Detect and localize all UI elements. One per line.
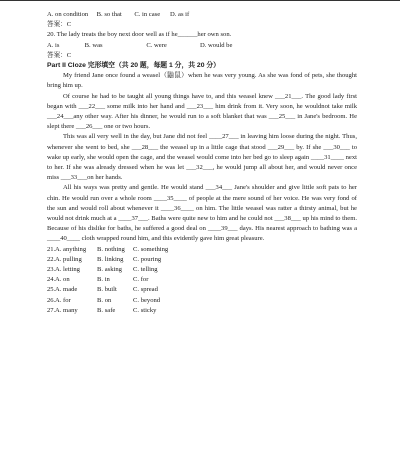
top-rule [0,0,400,1]
q20-option-b: B. was [84,41,103,49]
choice-option-a: A. on [55,276,70,284]
choice-option-c: C. something [133,245,169,253]
choice-row [47,255,357,265]
choice-option-a: A. many [55,306,78,314]
choice-option-a: A. pulling [55,255,82,263]
section-heading: Part II Cloze 完形填空（共 20 题，每题 1 分，共 20 分） [47,62,220,70]
passage-paragraph-4: All his ways was pretty and gentle. He would stand ___34___ Jane's shoulder and give little soft pats to her chin. He would run over a whole room ____35____ of people at the mere sound of her voice. He was very fond of the sun and would roll about whenever it ____36____ on him. The little weasel was ratter a thirsty animal, but he would not drink much at a ____37___. Baths were quite new to him and he could not ___38___ up his mind to them. Because of his dislike for baths, he suffered a good deal on ____39___ days. His nearest approach to bathing was a ____40____ cloth wrapped round him, and this evidently gave him great pleasure. [47,184,357,243]
q19-answer: 答案：C [47,21,72,29]
q19-option-c: C. in case [134,11,161,18]
q20-option-c: C. were [146,41,167,49]
choice-option-b: B. linking [97,255,124,263]
choice-number: 24. [47,276,56,284]
choice-option-c: C. for [133,276,149,284]
passage-paragraph-2: Of course he had to be taught all young things have to, and this weasel knew ___21___. The good lady first began with ___22___ some milk into her hand and ___23___ him drink from it. Very soon, he wouldnot take milk ___24___any other way. After his dinner, he would run to a soft blanket that was ___25___ in Jane's bedroom. He slept there ___26___ one or two hours. [47,92,357,131]
q20-option-d: D. would be [199,41,233,49]
choice-option-b: B. nothing [97,245,125,253]
choice-option-b: B. in [97,276,110,284]
choice-option-a: A. for [55,296,71,304]
document-page [47,10,357,316]
choice-row [47,285,357,295]
choice-number: 26. [47,296,56,304]
choice-option-b: B. built [97,286,117,294]
choice-option-b: B. safe [97,306,116,314]
choice-number: 23. [47,266,56,274]
choice-option-a: A. letting [55,266,80,274]
choice-number: 25. [47,286,56,294]
choice-option-c: C. spread [133,286,158,294]
q20-option-a: A. is [47,41,60,49]
q19-option-a: A. on condition [47,11,89,18]
choice-number: 27. [47,306,56,314]
choice-option-a: A. made [55,286,78,294]
choice-option-c: C. pouring [133,255,162,263]
choice-row [47,275,357,285]
q19-option-d: D. as if [169,11,190,18]
choice-option-c: C. telling [133,266,158,274]
q20-options [47,41,357,51]
choice-row [47,265,357,275]
choice-option-c: C. beyond [133,296,161,304]
q20-answer: 答案：C [47,51,72,59]
passage-paragraph-1: My friend Jane once found a weasel（鼬鼠）when he was very young. As she was fond of pets, she thought bring him up. [47,72,357,90]
choice-row [47,296,357,306]
choice-option-a: A. anything [55,245,87,253]
choice-option-b: B. on [97,296,112,304]
passage-paragraph-3: This was all very well in the day, but Jane did not feel ____27___ in leaving him loose during the night. Thus, whenever she went to bed, she ___28___ the weasel up in a little cage that stood ___29___ by. If she ___30___ to wake up early, she would open the cage, and the weasel would come into her bed go to sleep again ____31____ next to her. If she was already dressed when he was let ___32___, he would jump all about her, and would never once miss ___33___on her hands. [47,133,357,182]
q19-options [47,10,357,20]
choice-option-c: C. sticky [133,306,157,314]
q20-question: 20. The lady treats the boy next door well as if he______her own son. [47,31,232,39]
choice-row [47,245,357,255]
choice-row [47,306,357,316]
q19-option-b: B. so that [96,11,122,18]
choice-option-b: B. asking [97,266,122,274]
choice-number: 21. [47,245,56,253]
choice-number: 22. [47,255,56,263]
